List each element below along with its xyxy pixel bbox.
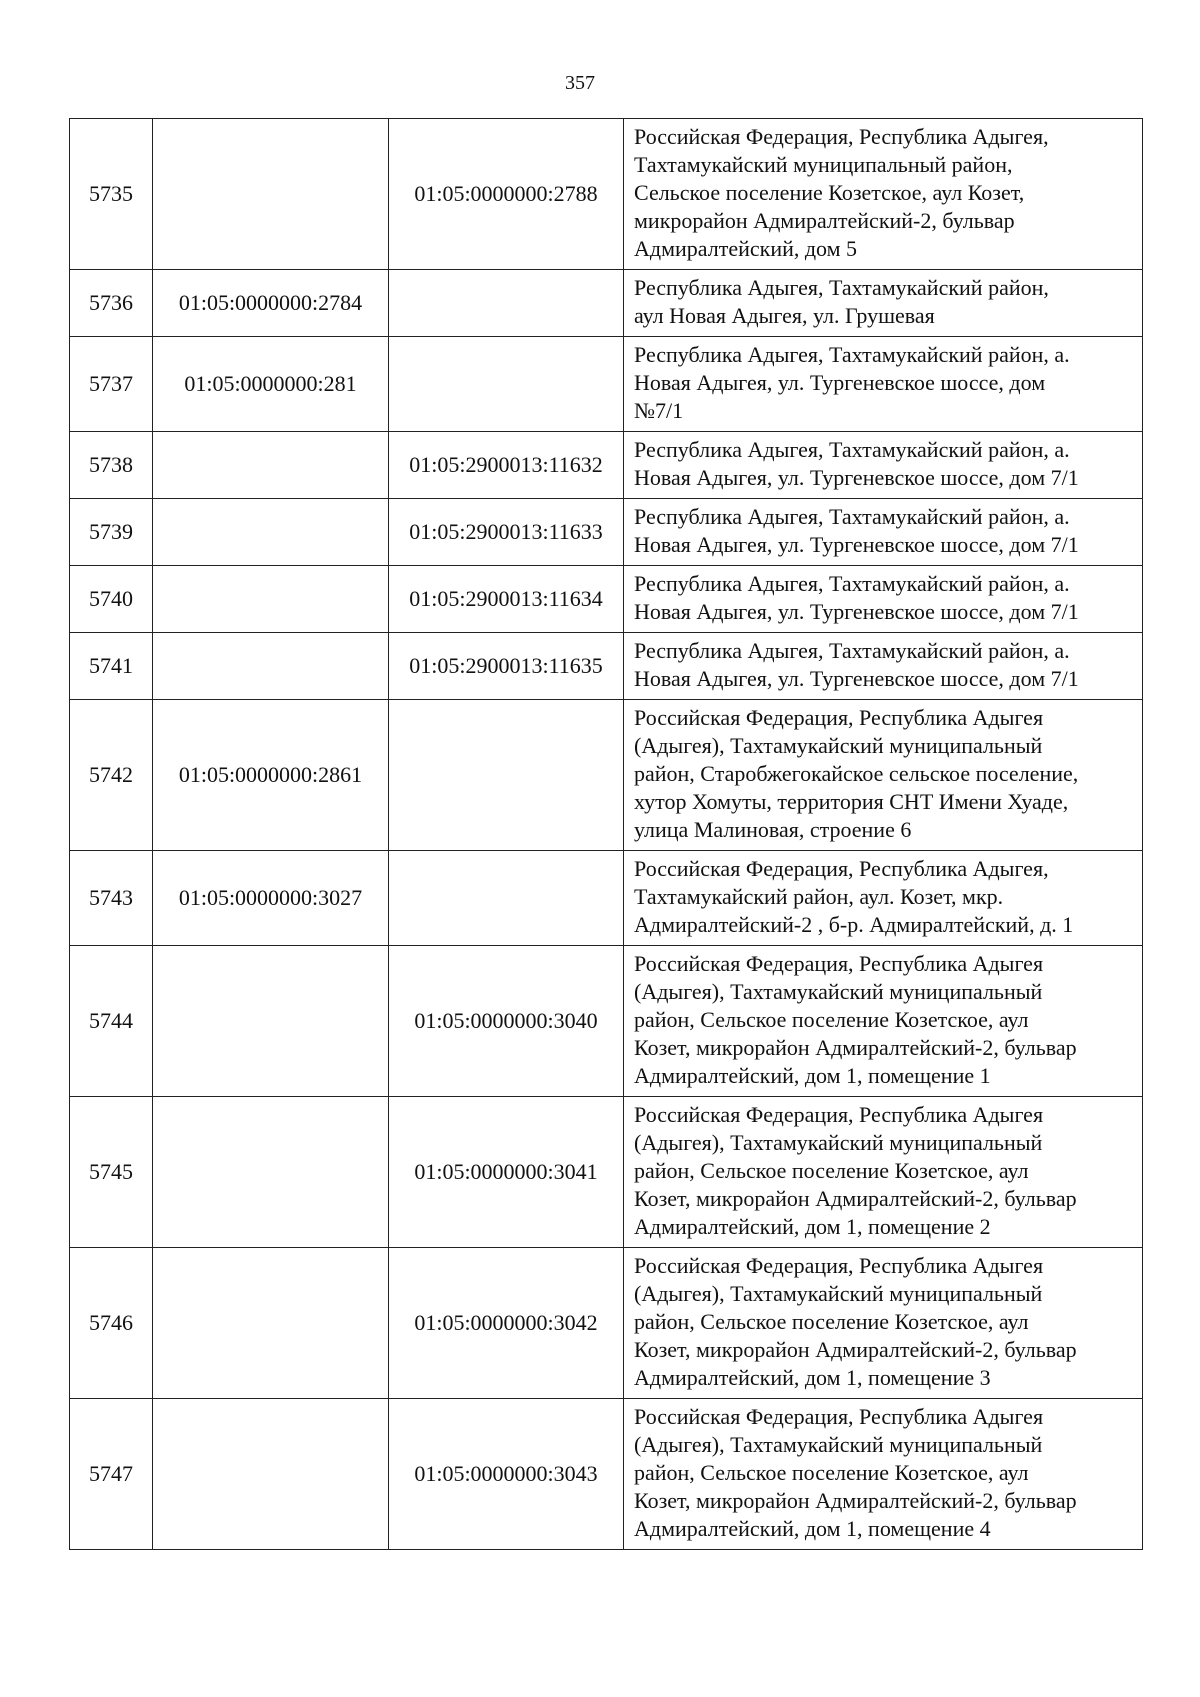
- row-number-cell: 5745: [70, 1097, 153, 1248]
- table-row: [70, 700, 1143, 851]
- address-cell: Республика Адыгея, Тахтамукайский район, аул Новая Адыгея, ул. Грушевая: [624, 270, 1143, 337]
- cadastral-number-cell: [389, 270, 624, 337]
- cadastral-number-cell: [389, 851, 624, 946]
- cadastral-number-cell: [389, 700, 624, 851]
- row-number-cell: 5740: [70, 566, 153, 633]
- row-number-cell: 5744: [70, 946, 153, 1097]
- address-cell: Российская Федерация, Республика Адыгея, Тахтамукайский район, аул. Козет, мкр. Адмиралтейский-2 , б-р. Адмиралтейский, д. 1: [624, 851, 1143, 946]
- table-row: [70, 119, 1143, 270]
- table-row: [70, 432, 1143, 499]
- cadastral-number-cell: 01:05:0000000:2784: [153, 270, 389, 337]
- row-number-cell: 5739: [70, 499, 153, 566]
- table-row: [70, 270, 1143, 337]
- address-cell: Российская Федерация, Республика Адыгея (Адыгея), Тахтамукайский муниципальный район, Сельское поселение Козетское, аул Козет, микрорайон Адмиралтейский-2, бульвар Адмиралтейский, дом 1, помещение 4: [624, 1399, 1143, 1550]
- cadastral-number-cell: 01:05:0000000:3041: [389, 1097, 624, 1248]
- table-row: [70, 1248, 1143, 1399]
- address-cell: Республика Адыгея, Тахтамукайский район, а. Новая Адыгея, ул. Тургеневское шоссе, дом 7/1: [624, 499, 1143, 566]
- address-cell: Республика Адыгея, Тахтамукайский район, а. Новая Адыгея, ул. Тургеневское шоссе, дом 7/1: [624, 566, 1143, 633]
- row-number-cell: 5743: [70, 851, 153, 946]
- table-row: [70, 851, 1143, 946]
- row-number-cell: 5746: [70, 1248, 153, 1399]
- row-number-cell: 5738: [70, 432, 153, 499]
- cadastral-table: [69, 118, 1143, 1550]
- table-row: [70, 337, 1143, 432]
- address-cell: Российская Федерация, Республика Адыгея (Адыгея), Тахтамукайский муниципальный район, Старобжегокайское сельское поселение, хутор Хомуты, территория СНТ Имени Хуаде, улица Малиновая, строение 6: [624, 700, 1143, 851]
- cadastral-number-cell: 01:05:2900013:11632: [389, 432, 624, 499]
- table-row: [70, 1097, 1143, 1248]
- cadastral-number-cell: 01:05:0000000:2861: [153, 700, 389, 851]
- cadastral-number-cell: [153, 1399, 389, 1550]
- cadastral-number-cell: [153, 1248, 389, 1399]
- cadastral-number-cell: 01:05:2900013:11635: [389, 633, 624, 700]
- cadastral-number-cell: 01:05:0000000:281: [153, 337, 389, 432]
- table-row: [70, 499, 1143, 566]
- table-row: [70, 633, 1143, 700]
- row-number-cell: 5736: [70, 270, 153, 337]
- cadastral-number-cell: [153, 633, 389, 700]
- address-cell: Российская Федерация, Республика Адыгея (Адыгея), Тахтамукайский муниципальный район, Сельское поселение Козетское, аул Козет, микрорайон Адмиралтейский-2, бульвар Адмиралтейский, дом 1, помещение 2: [624, 1097, 1143, 1248]
- address-cell: Республика Адыгея, Тахтамукайский район, а. Новая Адыгея, ул. Тургеневское шоссе, дом 7/1: [624, 633, 1143, 700]
- address-cell: Российская Федерация, Республика Адыгея (Адыгея), Тахтамукайский муниципальный район, Сельское поселение Козетское, аул Козет, микрорайон Адмиралтейский-2, бульвар Адмиралтейский, дом 1, помещение 1: [624, 946, 1143, 1097]
- address-cell: Российская Федерация, Республика Адыгея (Адыгея), Тахтамукайский муниципальный район, Сельское поселение Козетское, аул Козет, микрорайон Адмиралтейский-2, бульвар Адмиралтейский, дом 1, помещение 3: [624, 1248, 1143, 1399]
- address-cell: Республика Адыгея, Тахтамукайский район, а. Новая Адыгея, ул. Тургеневское шоссе, дом №7/1: [624, 337, 1143, 432]
- table-row: [70, 566, 1143, 633]
- address-cell: Республика Адыгея, Тахтамукайский район, а. Новая Адыгея, ул. Тургеневское шоссе, дом 7/1: [624, 432, 1143, 499]
- cadastral-number-cell: [389, 337, 624, 432]
- row-number-cell: 5747: [70, 1399, 153, 1550]
- cadastral-number-cell: 01:05:0000000:3042: [389, 1248, 624, 1399]
- cadastral-number-cell: 01:05:0000000:3027: [153, 851, 389, 946]
- table-row: [70, 946, 1143, 1097]
- cadastral-number-cell: [153, 946, 389, 1097]
- cadastral-number-cell: 01:05:0000000:2788: [389, 119, 624, 270]
- cadastral-number-cell: 01:05:0000000:3043: [389, 1399, 624, 1550]
- table-row: [70, 1399, 1143, 1550]
- cadastral-number-cell: 01:05:2900013:11634: [389, 566, 624, 633]
- page-number: 357: [565, 72, 595, 94]
- cadastral-number-cell: [153, 119, 389, 270]
- row-number-cell: 5737: [70, 337, 153, 432]
- cadastral-number-cell: [153, 566, 389, 633]
- row-number-cell: 5741: [70, 633, 153, 700]
- cadastral-number-cell: [153, 499, 389, 566]
- row-number-cell: 5742: [70, 700, 153, 851]
- cadastral-number-cell: 01:05:2900013:11633: [389, 499, 624, 566]
- row-number-cell: 5735: [70, 119, 153, 270]
- table-body: [70, 119, 1143, 1550]
- cadastral-number-cell: 01:05:0000000:3040: [389, 946, 624, 1097]
- cadastral-number-cell: [153, 432, 389, 499]
- cadastral-number-cell: [153, 1097, 389, 1248]
- address-cell: Российская Федерация, Республика Адыгея, Тахтамукайский муниципальный район, Сельское поселение Козетское, аул Козет, микрорайон Адмиралтейский-2, бульвар Адмиралтейский, дом 5: [624, 119, 1143, 270]
